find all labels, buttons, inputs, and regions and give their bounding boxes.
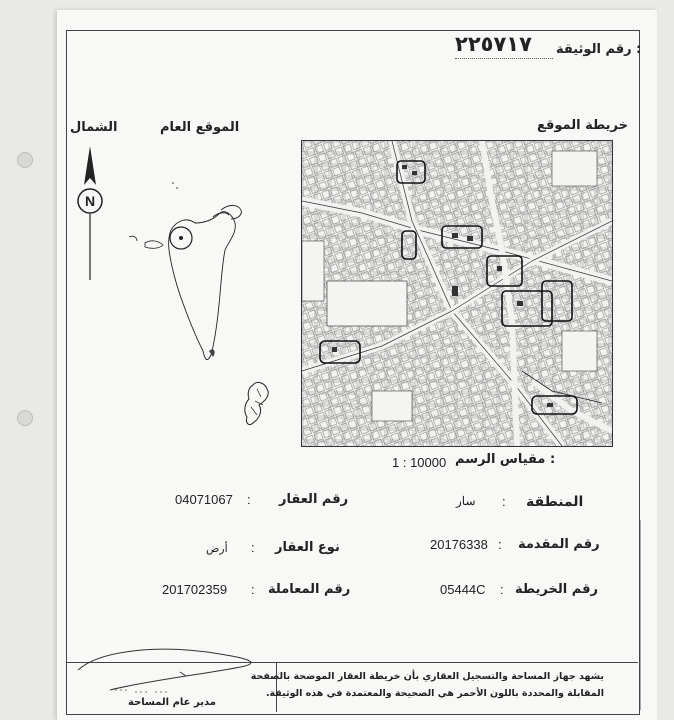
certification-line-1: يشهد جهاز المساحة والتسجيل العقاري بأن خريطة العقار الموضحة بالصفحة: [250, 671, 604, 682]
general-location-label: الموقع العام: [160, 120, 240, 135]
certification-line-2: المقابلة والمحددة باللون الأحمر هي الصحيحة والمعتمدة في هذه الوثيقة.: [265, 688, 604, 699]
signature-title: مدير عام المساحة: [128, 697, 216, 708]
north-letter: N: [85, 193, 96, 209]
doc-number-value: ٢٢٥٧١٧: [455, 32, 532, 56]
transaction-no-label: رقم المعاملة: [268, 582, 351, 597]
property-no-label: رقم العقار: [279, 492, 349, 507]
right-margin-line: [640, 520, 641, 710]
transaction-no-value: 201702359: [162, 582, 228, 597]
map-no-sep: :: [500, 582, 504, 597]
map-no-label: رقم الخريطة: [515, 582, 598, 597]
transaction-no-sep: :: [251, 582, 255, 597]
application-no-value: 20176338: [430, 537, 488, 552]
application-no-label: رقم المقدمة: [518, 537, 600, 552]
signature-stroke: [70, 640, 270, 695]
region-label: المنطقة: [526, 494, 584, 510]
scale-value: 1 : 10000: [392, 455, 447, 470]
north-arrow-icon: [74, 140, 106, 285]
scale-label: مقياس الرسم :: [455, 452, 556, 467]
site-map-drawing: [302, 141, 612, 446]
doc-number-label: رقم الوثيقة :: [556, 42, 642, 57]
property-type-label: نوع العقار: [275, 540, 340, 555]
site-map: [301, 140, 613, 447]
doc-number-dotted-line: [455, 58, 553, 59]
footer-divider: [276, 662, 277, 712]
property-type-value: أرض: [206, 543, 228, 555]
site-map-label: خريطة الموقع: [537, 118, 629, 133]
map-no-value: 05444C: [440, 582, 486, 597]
punch-hole-top: [17, 152, 33, 168]
region-sep: :: [502, 494, 506, 509]
north-label: الشمال: [70, 120, 118, 135]
property-no-sep: :: [247, 492, 251, 507]
region-value: سار: [456, 494, 476, 508]
property-type-sep: :: [251, 540, 255, 555]
property-no-value: 04071067: [175, 492, 233, 507]
punch-hole-bottom: [17, 410, 33, 426]
application-no-sep: :: [498, 537, 502, 552]
general-location-map: [125, 175, 285, 445]
